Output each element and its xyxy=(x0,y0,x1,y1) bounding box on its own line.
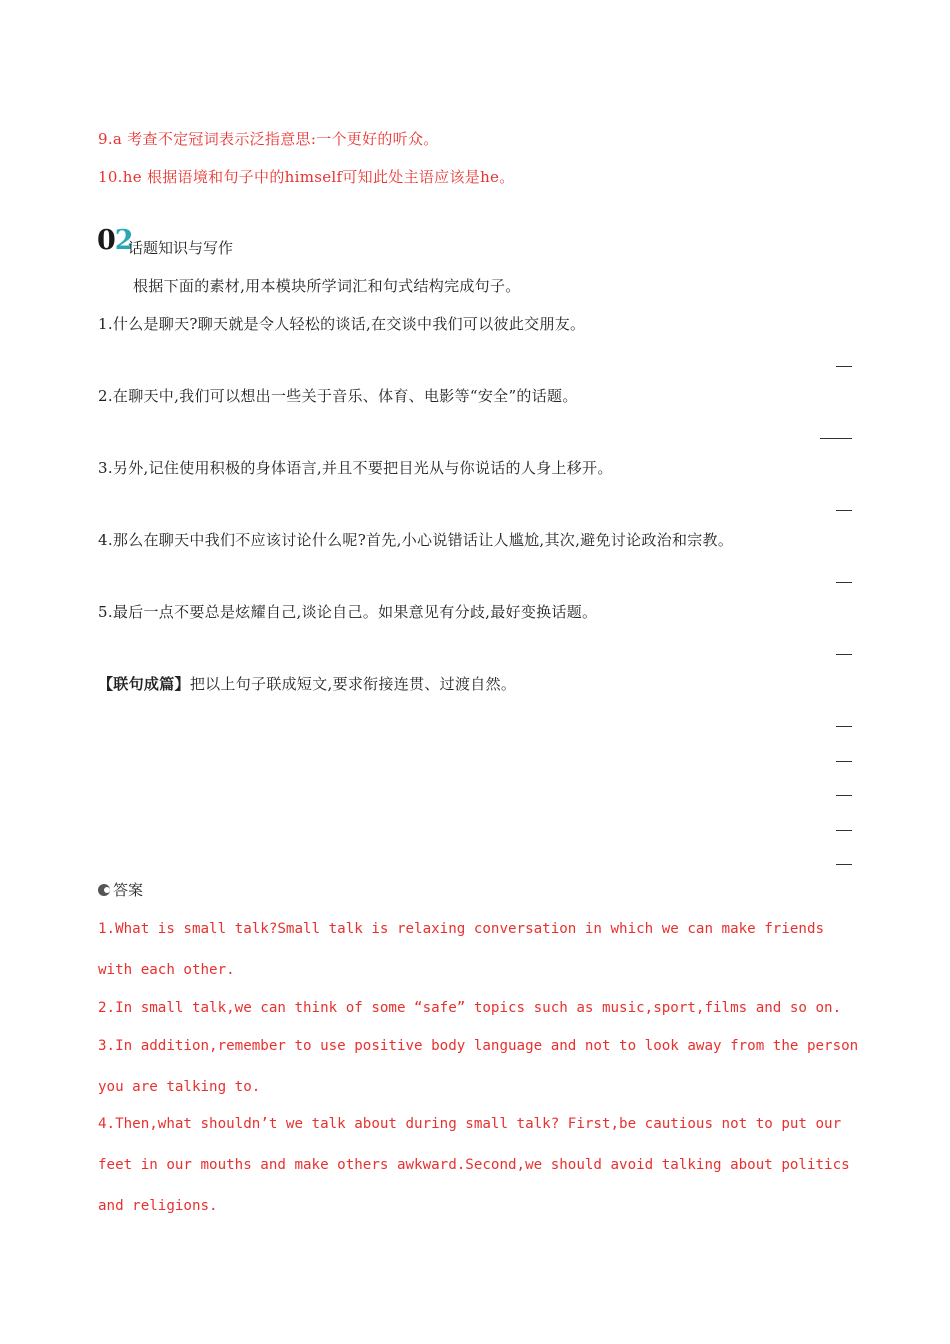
answer-line-6: 4.Then,what shouldn’t we talk about during small talk? First,be cautious not to put our xyxy=(98,1116,842,1132)
answer-line-1: 1.What is small talk?Small talk is relaxing conversation in which we can make friends xyxy=(98,921,825,937)
answer-line-4: 3.In addition,remember to use positive body language and not to look away from the person xyxy=(98,1038,859,1054)
question-4: 4.那么在聊天中我们不应该讨论什么呢?首先,小心说错话让人尴尬,其次,避免讨论政治和宗教。 xyxy=(98,531,734,549)
answer-line-8: and religions. xyxy=(98,1198,218,1214)
answer-line-7: feet in our mouths and make others awkward.Second,we should avoid talking about politics xyxy=(98,1157,850,1173)
answer-blank-5[interactable] xyxy=(836,654,852,655)
prev-answer-9: 9.a 考查不定冠词表示泛指意思:一个更好的听众。 xyxy=(98,130,439,148)
instruction: 根据下面的素材,用本模块所学词汇和句式结构完成句子。 xyxy=(133,277,521,295)
section-title: 话题知识与写作 xyxy=(128,239,234,257)
answer-blank-2[interactable] xyxy=(820,438,852,439)
prev-answer-10: 10.he 根据语境和句子中的himself可知此处主语应该是he。 xyxy=(98,168,515,186)
essay-blank-3[interactable] xyxy=(836,795,852,796)
question-1: 1.什么是聊天?聊天就是令人轻松的谈话,在交谈中我们可以彼此交朋友。 xyxy=(98,315,586,333)
answer-header-label: 答案 xyxy=(113,881,144,899)
linking-tag: 【联句成篇】 xyxy=(98,675,190,693)
question-3: 3.另外,记住使用积极的身体语言,并且不要把目光从与你说话的人身上移开。 xyxy=(98,459,613,477)
answer-blank-3[interactable] xyxy=(836,510,852,511)
essay-blank-1[interactable] xyxy=(836,726,852,727)
section-number: 02 xyxy=(97,225,133,256)
answer-blank-4[interactable] xyxy=(836,582,852,583)
answer-header xyxy=(98,879,143,900)
answer-line-5: you are talking to. xyxy=(98,1079,261,1095)
answer-line-2: with each other. xyxy=(98,962,235,978)
answer-icon xyxy=(98,884,110,896)
essay-blank-2[interactable] xyxy=(836,761,852,762)
answer-blank-1[interactable] xyxy=(836,366,852,367)
essay-blank-4[interactable] xyxy=(836,830,852,831)
linking-text: 把以上句子联成短文,要求衔接连贯、过渡自然。 xyxy=(189,675,517,693)
linking-instruction xyxy=(98,673,516,694)
question-2: 2.在聊天中,我们可以想出一些关于音乐、体育、电影等“安全”的话题。 xyxy=(98,387,578,405)
answer-line-3: 2.In small talk,we can think of some “safe” topics such as music,sport,films and so on. xyxy=(98,1000,842,1016)
question-5: 5.最后一点不要总是炫耀自己,谈论自己。如果意见有分歧,最好变换话题。 xyxy=(98,603,598,621)
essay-blank-5[interactable] xyxy=(836,864,852,865)
